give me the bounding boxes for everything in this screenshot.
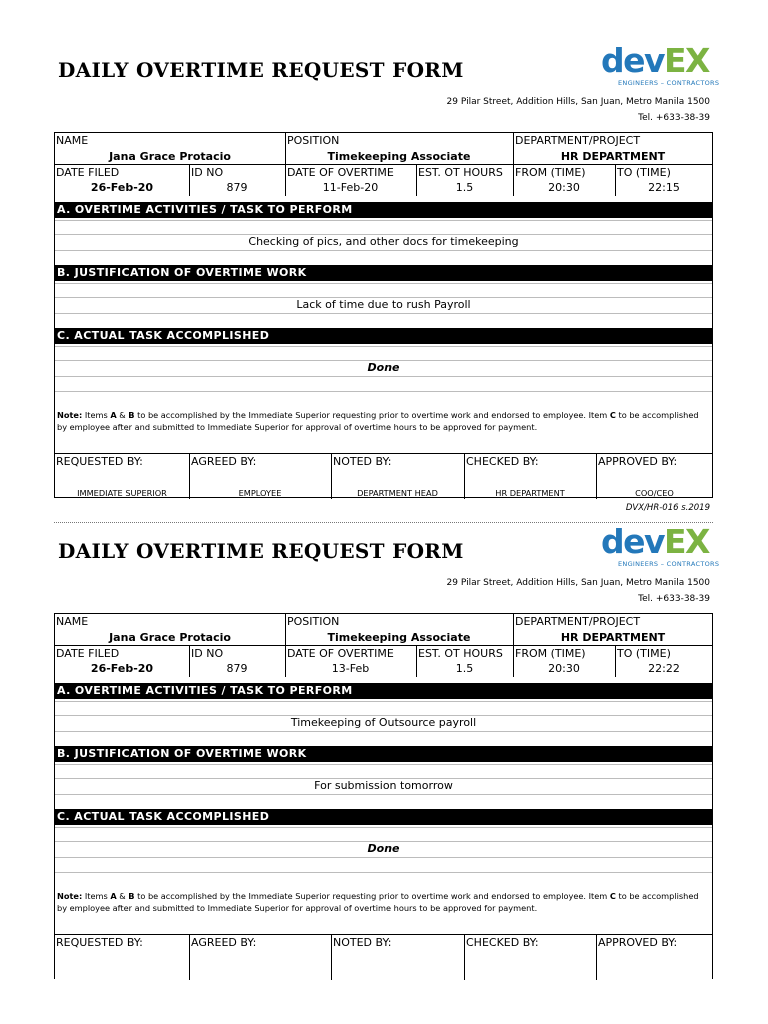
name-label: NAME <box>56 615 89 628</box>
company-tel: Tel. +633-38-39 <box>638 113 710 123</box>
company-tel: Tel. +633-38-39 <box>638 594 710 604</box>
approved-by-label: APPROVED BY: <box>598 936 678 949</box>
overtime-form-2 <box>0 481 768 1024</box>
to-time-label: TO (TIME) <box>617 166 671 179</box>
noted-by-label: NOTED BY: <box>333 936 392 949</box>
to-time-value: 22:15 <box>648 181 680 194</box>
requested-by-label: REQUESTED BY: <box>56 936 143 949</box>
department-value: HR DEPARTMENT <box>560 150 666 163</box>
to-time-label: TO (TIME) <box>617 647 671 660</box>
accomplished-value: Done <box>367 842 400 855</box>
activity-value: Checking of pics, and other docs for timekeeping <box>248 235 519 248</box>
section-a-header: A. OVERTIME ACTIVITIES / TASK TO PERFORM <box>55 683 712 699</box>
section-b-header: B. JUSTIFICATION OF OVERTIME WORK <box>55 746 712 762</box>
from-time-label: FROM (TIME) <box>515 647 586 660</box>
est-ot-hours-label: EST. OT HOURS <box>418 647 503 660</box>
form-title: DAILY OVERTIME REQUEST FORM <box>58 58 464 82</box>
company-address: 29 Pilar Street, Addition Hills, San Juan, Metro Manila 1500 <box>446 578 710 588</box>
est-ot-hours-value: 1.5 <box>455 662 474 675</box>
date-of-overtime-value: 11-Feb-20 <box>322 181 379 194</box>
name-label: NAME <box>56 134 89 147</box>
position-label: POSITION <box>287 615 340 628</box>
section-c-header: C. ACTUAL TASK ACCOMPLISHED <box>55 328 712 344</box>
noted-by-label: NOTED BY: <box>333 455 392 468</box>
position-value: Timekeeping Associate <box>327 631 471 644</box>
department-value: HR DEPARTMENT <box>560 631 666 644</box>
id-no-label: ID NO <box>191 647 224 660</box>
devex-logo: devEX ENGINEERS – CONTRACTORS <box>601 41 720 87</box>
est-ot-hours-label: EST. OT HOURS <box>418 166 503 179</box>
est-ot-hours-value: 1.5 <box>455 181 474 194</box>
id-no-value: 879 <box>226 181 248 194</box>
position-label: POSITION <box>287 134 340 147</box>
section-c-header: C. ACTUAL TASK ACCOMPLISHED <box>55 809 712 825</box>
date-filed-label: DATE FILED <box>56 166 120 179</box>
date-filed-value: 26-Feb-20 <box>90 181 154 194</box>
requested-by-label: REQUESTED BY: <box>56 455 143 468</box>
position-value: Timekeeping Associate <box>327 150 471 163</box>
checked-by-label: CHECKED BY: <box>466 936 539 949</box>
company-address: 29 Pilar Street, Addition Hills, San Juan, Metro Manila 1500 <box>446 97 710 107</box>
date-of-overtime-label: DATE OF OVERTIME <box>287 647 394 660</box>
role-hr-department: HR DEPARTMENT <box>495 488 565 498</box>
name-value: Jana Grace Protacio <box>109 631 231 644</box>
from-time-value: 20:30 <box>548 662 580 675</box>
date-of-overtime-value: 13-Feb <box>331 662 370 675</box>
checked-by-label: CHECKED BY: <box>466 455 539 468</box>
role-employee: EMPLOYEE <box>238 488 282 498</box>
accomplished-value: Done <box>367 361 400 374</box>
from-time-value: 20:30 <box>548 181 580 194</box>
date-of-overtime-label: DATE OF OVERTIME <box>287 166 394 179</box>
role-coo-ceo: COO/CEO <box>635 488 674 498</box>
department-label: DEPARTMENT/PROJECT <box>515 615 641 628</box>
justification-value: Lack of time due to rush Payroll <box>296 298 471 311</box>
department-label: DEPARTMENT/PROJECT <box>515 134 641 147</box>
form-table <box>54 132 713 498</box>
form-title: DAILY OVERTIME REQUEST FORM <box>58 539 464 563</box>
agreed-by-label: AGREED BY: <box>191 936 257 949</box>
justification-value: For submission tomorrow <box>314 779 453 792</box>
date-filed-value: 26-Feb-20 <box>90 662 154 675</box>
name-value: Jana Grace Protacio <box>109 150 231 163</box>
role-department-head: DEPARTMENT HEAD <box>357 488 438 498</box>
from-time-label: FROM (TIME) <box>515 166 586 179</box>
date-filed-label: DATE FILED <box>56 647 120 660</box>
id-no-value: 879 <box>226 662 248 675</box>
approved-by-label: APPROVED BY: <box>598 455 678 468</box>
to-time-value: 22:22 <box>648 662 680 675</box>
id-no-label: ID NO <box>191 166 224 179</box>
agreed-by-label: AGREED BY: <box>191 455 257 468</box>
note-text: Note: Items A & B to be accomplished by the Immediate Superior requesting prior to overtime work and endorsed to employee. Item C to be accomplished by employee after and submitted to Immediate Superior for approval of overtime hours to be approved for payment. <box>57 891 699 913</box>
activity-value: Timekeeping of Outsource payroll <box>290 716 477 729</box>
devex-logo: devEX ENGINEERS – CONTRACTORS <box>601 522 720 568</box>
role-immediate-superior: IMMEDIATE SUPERIOR <box>77 488 167 498</box>
note-text: Note: Items A & B to be accomplished by the Immediate Superior requesting prior to overtime work and endorsed to employee. Item C to be accomplished by employee after and submitted to Immediate Superior for approval of overtime hours to be approved for payment. <box>57 410 699 432</box>
form-code: DVX/HR-016 s.2019 <box>625 503 710 513</box>
section-a-header: A. OVERTIME ACTIVITIES / TASK TO PERFORM <box>55 202 712 218</box>
section-b-header: B. JUSTIFICATION OF OVERTIME WORK <box>55 265 712 281</box>
form-table <box>54 613 713 979</box>
